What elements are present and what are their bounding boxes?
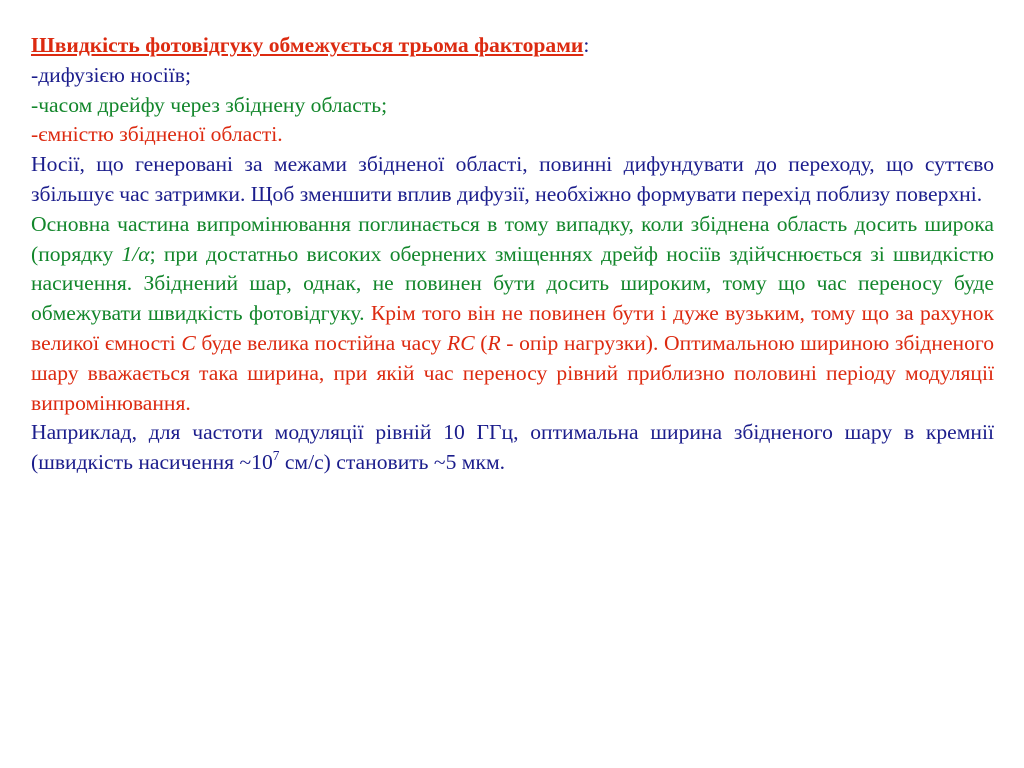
factor-capacitance: -ємністю збідненої області. <box>31 122 283 147</box>
heading-title: Швидкість фотовідгуку обмежується трьома факторами <box>31 33 584 57</box>
heading-colon: : <box>583 33 590 57</box>
width-text-2: ; при достатньо високих обернених зміщеннях дрейф носіїв здійчснюється зі швидкістю насичення. Збіднений шар, однак, не повинен бути досить широким, тому що час переносу буде обмежувати швидкість фотовідгуку. <box>31 241 994 326</box>
paragraph-example <box>31 418 994 478</box>
factor-diffusion: -дифузією носіїв; <box>31 62 191 87</box>
example-text-1: Наприклад, для частоти модуляції рівній 10 ГГц, оптимальна ширина збідненого шару в кремнії (швидкість насичення ~10 <box>31 420 994 475</box>
width-red-3: ( <box>474 330 488 355</box>
width-red-1: Крім того він не повинен бути і дуже вузьким, тому що за рахунок великої ємності <box>31 301 994 355</box>
width-text-1: Основна частина випромінювання поглинається в тому випадку, коли збіднена область досить широка (порядку <box>31 211 994 266</box>
width-red-4: - опір нагрузки). Оптимальною шириною збідненого шару вважається така ширина, при якій час переносу рівний приблизно половині періоду модуляції випромінювання. <box>31 330 994 415</box>
example-text-2: см/с) становить ~5 мкм. <box>279 450 506 475</box>
symbol-r: R <box>487 330 501 355</box>
heading-line <box>31 31 994 61</box>
one-over-alpha: 1/α <box>121 241 150 266</box>
width-red-2: буде велика постійна часу <box>195 330 447 355</box>
paragraph-depletion-width <box>31 210 994 419</box>
symbol-c: C <box>181 330 196 355</box>
factor-drift-time: -часом дрейфу через збіднену область; <box>31 92 388 117</box>
symbol-rc: RC <box>447 330 475 355</box>
slide-text <box>31 31 994 478</box>
paragraph-diffusion: Носії, що генеровані за межами збідненої області, повинні дифундувати до переходу, що суттєво збільшує час затримки. Щоб зменшити вплив дифузії, необхіжно формувати перехід поблизу поверхні. <box>31 152 994 206</box>
example-exponent: 7 <box>272 448 280 464</box>
